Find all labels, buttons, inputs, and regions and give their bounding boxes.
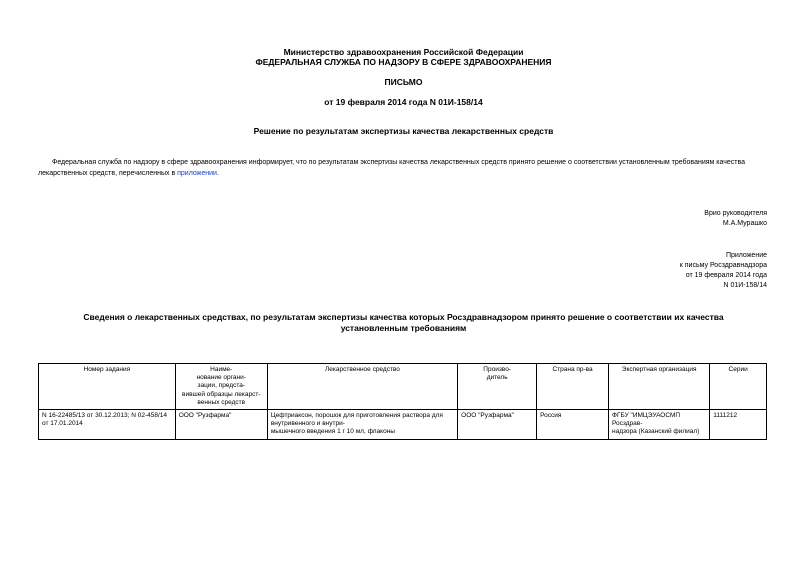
appendix-number: N 01И-158/14 bbox=[723, 282, 767, 289]
table-cell: N 16-22485/13 от 30.12.2013; N 02-458/14 от 17.01.2014 bbox=[39, 410, 176, 440]
body-paragraph bbox=[38, 157, 768, 179]
column-header: Лекарственное средство bbox=[267, 364, 457, 410]
column-header: Страна пр-ва bbox=[537, 364, 609, 410]
column-header: Серии bbox=[710, 364, 767, 410]
table-cell: ООО "Рузфарма" bbox=[458, 410, 537, 440]
appendix-title: Сведения о лекарственных средствах, по результатам экспертизы качества которых Росздравнадзором принято решение о соответствии их качества установленным требованиям bbox=[83, 312, 724, 333]
table-cell: Цефтриаксон, порошок для приготовления раствора для внутривенного и внутри- мышечного введения 1 г 10 мл, флаконы bbox=[267, 410, 457, 440]
document-date-number: от 19 февраля 2014 года N 01И-158/14 bbox=[324, 97, 483, 107]
body-text-start: Федеральная служба по надзору в сфере здравоохранения информирует, что по результатам экспертизы качества лекарственных средств принято решение о соответствии установленным требованиям качества лекарственных средств, перечисленных в bbox=[38, 159, 746, 177]
service-name: ФЕДЕРАЛЬНАЯ СЛУЖБА ПО НАДЗОРУ В СФЕРЕ ЗДРАВООХРАНЕНИЯ bbox=[255, 57, 552, 67]
table-cell: ФГБУ "ИМЦЭУАОСМП Росздрав- надзора (Казанский филиал) bbox=[609, 410, 710, 440]
column-header: Наиме- нование органи- зации, предста- вившей образцы лекарст- венных средств bbox=[175, 364, 267, 410]
column-header: Произво- дитель bbox=[458, 364, 537, 410]
signature-position: Врио руководителя bbox=[704, 210, 767, 217]
column-header: Номер задания bbox=[39, 364, 176, 410]
column-header: Экспертная организация bbox=[609, 364, 710, 410]
table-cell: Россия bbox=[537, 410, 609, 440]
table-cell: ООО "Рузфарма" bbox=[175, 410, 267, 440]
appendix-link[interactable]: приложении bbox=[177, 170, 217, 177]
appendix-date: от 19 февраля 2014 года bbox=[685, 272, 767, 279]
ministry-name: Министерство здравоохранения Российской Федерации bbox=[283, 47, 524, 57]
appendix-label: Приложение bbox=[725, 252, 767, 259]
table-header-row bbox=[39, 364, 767, 410]
body-text-end: . bbox=[216, 170, 219, 177]
appendix-ref: к письму Росздравнадзора bbox=[679, 262, 767, 269]
table-row bbox=[39, 410, 767, 440]
signature-name: М.А.Мурашко bbox=[722, 220, 767, 227]
medicines-table bbox=[38, 363, 767, 440]
table-cell: 1111212 bbox=[710, 410, 767, 440]
document-type: ПИСЬМО bbox=[384, 77, 423, 87]
document-subject: Решение по результатам экспертизы качества лекарственных средств bbox=[253, 126, 554, 136]
